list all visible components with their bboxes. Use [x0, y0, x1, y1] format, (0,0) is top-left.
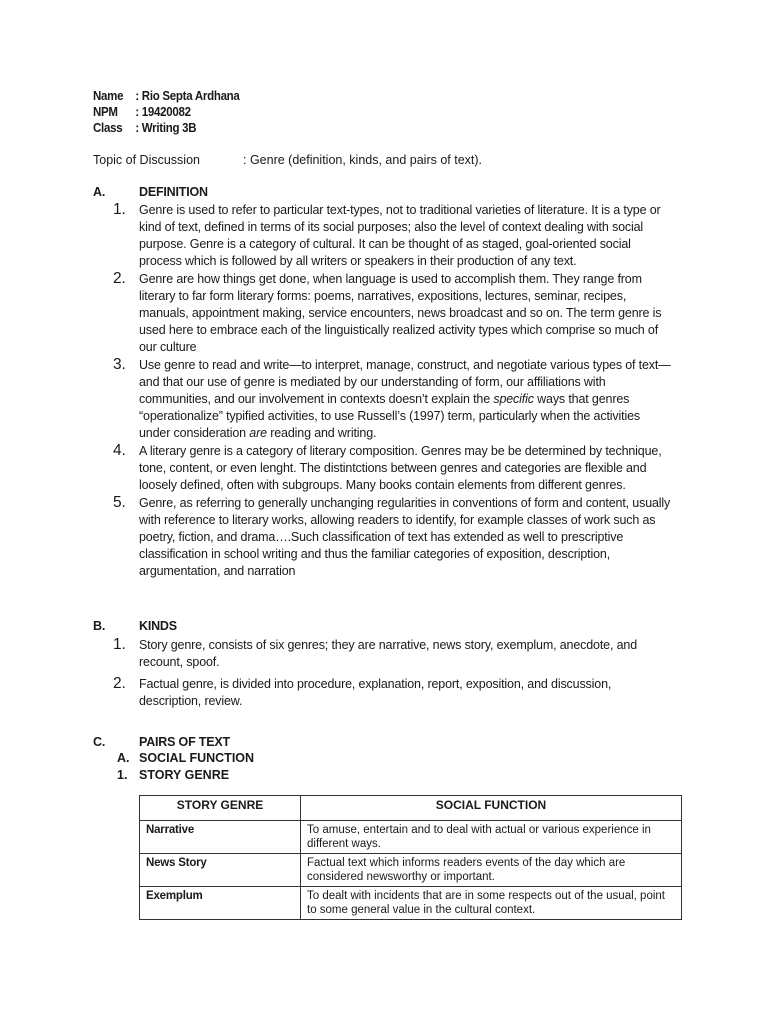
topic-value: : Genre (definition, kinds, and pairs of text).: [243, 153, 483, 167]
definition-list: [113, 202, 673, 580]
definition-item: [113, 202, 673, 270]
genre-cell: News Story: [140, 854, 301, 887]
item-number: 1.: [113, 636, 126, 653]
item-text: Genre is used to refer to particular text-types, not to traditional varieties of literature. It is a type or kind of text, defined in terms of its social purposes; also the level of context dealing with social purpose. Genre is a category of cultural. It can be thought of as staged, goal-oriented social process which is followed by all writers or speakers in their production of any text.: [139, 203, 661, 268]
class-row: [93, 120, 240, 136]
name-value: : Rio Septa Ardhana: [135, 89, 240, 103]
sub-1-mark: 1.: [117, 768, 128, 782]
table-row: [140, 854, 682, 887]
item-number: 4.: [113, 442, 126, 459]
item-number: 3.: [113, 356, 126, 373]
class-value: : Writing 3B: [135, 121, 197, 135]
item-text: Genre are how things get done, when language is used to accomplish them. They range from literary to far form literary forms: poems, narratives, expositions, lectures, seminar, recipes, manuals, appointment making, service encounters, news broadcast and so on. The term genre is used here to embrace each of the linguistically realized activity types which comprise so much of our culture: [139, 272, 662, 354]
item-number: 1.: [113, 201, 126, 218]
section-a-title: DEFINITION: [139, 185, 208, 199]
function-cell: To amuse, entertain and to deal with actual or various experience in different ways.: [301, 821, 682, 854]
item-text: Factual genre, is divided into procedure, explanation, report, exposition, and discussion, description, review.: [139, 677, 612, 708]
sub-a-mark: A.: [117, 751, 130, 765]
genre-cell: Exemplum: [140, 887, 301, 920]
definition-item: [113, 271, 673, 356]
name-label: Name: [93, 89, 124, 103]
kinds-item: [113, 676, 673, 710]
item-number: 2.: [113, 675, 126, 692]
definition-item: [113, 357, 673, 442]
table-header-row: [140, 796, 682, 821]
npm-row: [93, 104, 240, 120]
npm-label: NPM: [93, 105, 118, 119]
section-b-heading: [93, 618, 177, 634]
section-a-letter: A.: [93, 185, 106, 199]
section-a-heading: [93, 184, 208, 200]
section-c-title: PAIRS OF TEXT: [139, 735, 230, 749]
topic-line: [93, 152, 482, 168]
item-text: A literary genre is a category of literary composition. Genres may be be determined by technique, tone, content, or even lenght. The distintctions between genres and categories are flexible and loosely defined, often with subgroups. Many books contain elements from different genres.: [139, 444, 662, 492]
story-genre-heading: [117, 767, 229, 783]
name-row: [93, 88, 240, 104]
item-italic-word: specific: [493, 392, 534, 406]
kinds-list: [113, 637, 673, 710]
kinds-item: [113, 637, 673, 671]
social-function-heading: [117, 750, 254, 766]
item-number: 2.: [113, 270, 126, 287]
item-text: Story genre, consists of six genres; they are narrative, news story, exemplum, anecdote, and recount, spoof.: [139, 638, 638, 669]
item-text-part: ways that genres “operationalize” typified activities, to use Russell’s (1997) term, particularly when the activities under consideration: [139, 392, 640, 440]
item-text: Genre, as referring to generally unchanging regularities in conventions of form and content, usually with reference to literary works, allowing readers to identify, for example classes of work such as poetry, fiction, and drama….Such classification of text has extended as well to prescriptive classification in school writing and thus the familiar categories of exposition, description, argumentation, and narration: [139, 496, 671, 578]
genre-cell: Narrative: [140, 821, 301, 854]
class-label: Class: [93, 121, 123, 135]
function-cell: To dealt with incidents that are in some respects out of the usual, point to some general value in the cultural context.: [301, 887, 682, 920]
item-text-part: Use genre to read and write—to interpret, manage, construct, and negotiate various types of text—and that our use of genre is mediated by our understanding of form, our affiliations with communities, and our involvement in contexts doesn’t explain the: [139, 358, 671, 406]
definition-item: [113, 443, 673, 494]
section-b-title: KINDS: [139, 619, 177, 633]
definition-item: [113, 495, 673, 580]
npm-value: : 19420082: [135, 105, 191, 119]
table-row: [140, 821, 682, 854]
section-c-letter: C.: [93, 735, 106, 749]
column-header-function: SOCIAL FUNCTION: [301, 796, 682, 821]
section-c-heading: [93, 734, 230, 750]
sub-1-title: STORY GENRE: [139, 768, 230, 782]
sub-a-title: SOCIAL FUNCTION: [139, 751, 255, 765]
item-text-part: reading and writing.: [266, 426, 377, 440]
item-number: 5.: [113, 494, 126, 511]
column-header-genre: STORY GENRE: [140, 796, 301, 821]
story-genre-table: [139, 795, 682, 920]
table-row: [140, 887, 682, 920]
section-b-letter: B.: [93, 619, 106, 633]
student-info: [93, 88, 240, 136]
topic-label: Topic of Discussion: [93, 153, 200, 167]
item-italic-word: are: [249, 426, 267, 440]
function-cell: Factual text which informs readers events of the day which are considered newsworthy or important.: [301, 854, 682, 887]
